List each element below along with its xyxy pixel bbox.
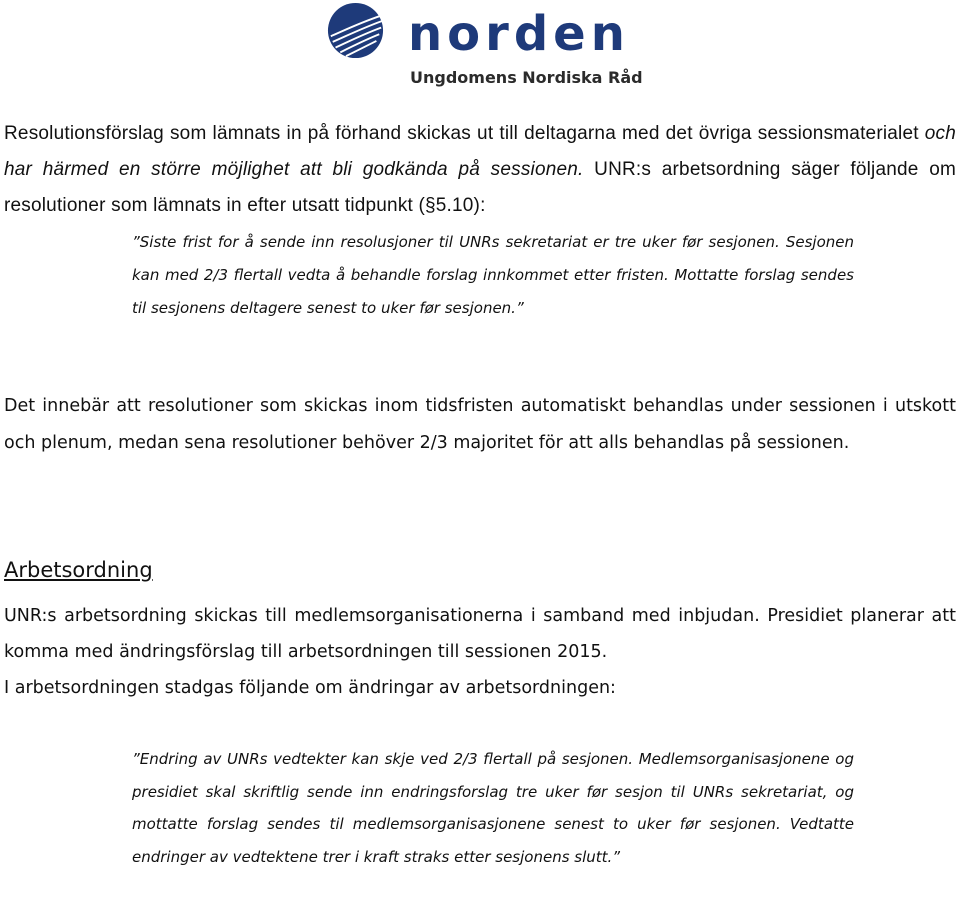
quote-resolution-deadline: ”Siste frist for å sende inn resolusjoner til UNRs sekretariat er tre uker før sesjonen. Sesjonen kan med 2/3 flertall vedta å behandle forslag innkommet etter fristen. Mottatte forslag sendes til sesjonens deltagere senest to uker før sesjonen.” xyxy=(132,233,854,317)
paragraph-implication: Det innebär att resolutioner som skickas inom tidsfristen automatiskt behandlas under sessionen i utskott och plenum, medan sena resolutioner behöver 2/3 majoritet för att alls behandlas på sessionen. xyxy=(4,396,956,453)
p1-text-b: UNR:s arbetsordning säger följande om resolutioner som lämnats in efter utsatt tidpunkt (§5.10): xyxy=(4,159,956,216)
paragraph-resolution-proposals xyxy=(4,116,956,224)
quote-statute-amendments: ”Endring av UNRs vedtekter kan skje ved 2/3 flertall på sesjonen. Medlemsorganisasjonene og presidiet skal skriftlig sende inn endringsforslag tre uker før sesjon til UNRs sekretariat, og mottatte forslag sendes til medlemsorganisasjonene senest to uker før sesjonen. Vedtatte endringer av vedtektene trer i kraft straks etter sesjonens slutt.” xyxy=(132,750,854,866)
p1-text-italic: och har härmed en större möjlighet att bli godkända på sessionen. xyxy=(4,123,956,180)
paragraph-arbetsordning xyxy=(4,598,956,706)
norden-wordmark: norden xyxy=(408,6,630,62)
organization-name: Ungdomens Nordiska Råd xyxy=(410,68,643,87)
header xyxy=(326,0,646,100)
norden-swan-logo xyxy=(327,2,384,59)
p3-text-b: I arbetsordningen stadgas följande om ändringar av arbetsordningen: xyxy=(4,678,616,698)
p1-text-a: Resolutionsförslag som lämnats in på förhand skickas ut till deltagarna med det övriga sessionsmaterialet xyxy=(4,123,925,144)
p3-text-a: UNR:s arbetsordning skickas till medlemsorganisationerna i samband med inbjudan. Presidiet planerar att komma med ändringsförslag till arbetsordningen till sessionen 2015. xyxy=(4,606,956,662)
section-heading-arbetsordning: Arbetsordning xyxy=(4,558,153,582)
